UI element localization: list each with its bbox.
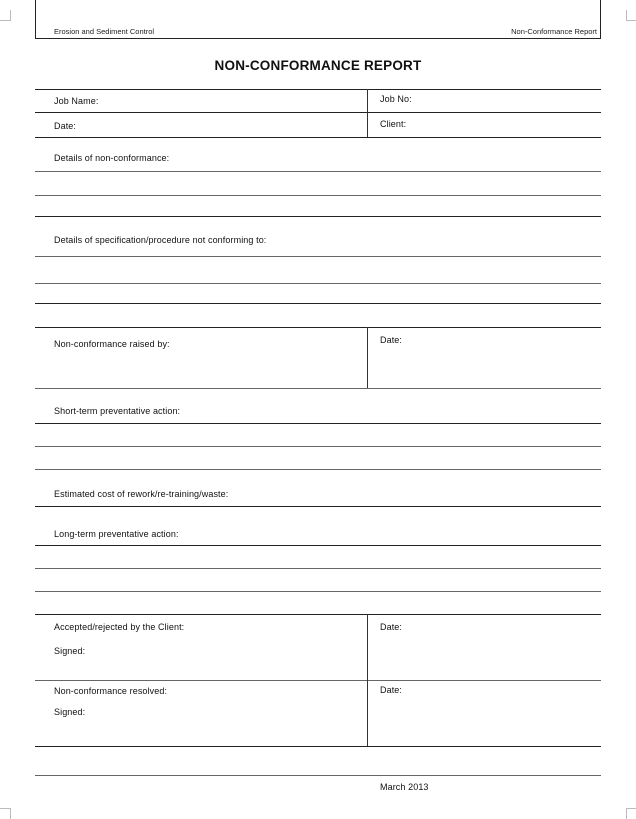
job-name-field[interactable]: Job Name: xyxy=(54,96,99,106)
rule xyxy=(35,591,601,592)
estimated-cost-field[interactable]: Estimated cost of rework/re-training/waste: xyxy=(54,489,229,499)
rule xyxy=(35,327,601,328)
rule xyxy=(35,614,601,615)
job-no-field[interactable]: Job No: xyxy=(380,94,412,104)
accepted-rejected-field[interactable]: Accepted/rejected by the Client: xyxy=(54,622,185,632)
column-divider xyxy=(367,327,368,388)
short-term-action-field[interactable]: Short-term preventative action: xyxy=(54,406,181,416)
rule xyxy=(35,388,601,389)
rule xyxy=(35,216,601,217)
accepted-signed-field[interactable]: Signed: xyxy=(54,646,86,656)
rule xyxy=(35,283,601,284)
resolved-date-field[interactable]: Date: xyxy=(380,685,403,695)
rule xyxy=(35,469,601,470)
details-nonconformance-field[interactable]: Details of non-conformance: xyxy=(54,153,170,163)
page-title: NON-CONFORMANCE REPORT xyxy=(214,58,422,73)
resolved-signed-field[interactable]: Signed: xyxy=(54,707,86,717)
rule xyxy=(35,545,601,546)
rule xyxy=(35,256,601,257)
rule xyxy=(35,303,601,304)
crop-mark-top-right xyxy=(626,10,636,21)
rule xyxy=(35,746,601,747)
rule xyxy=(35,195,601,196)
footer-date: March 2013 xyxy=(380,782,429,792)
resolved-field[interactable]: Non-conformance resolved: xyxy=(54,686,168,696)
header-right-text: Non-Conformance Report xyxy=(511,27,597,36)
rule xyxy=(35,112,601,113)
client-field[interactable]: Client: xyxy=(380,119,407,129)
details-specification-field[interactable]: Details of specification/procedure not conforming to: xyxy=(54,235,267,245)
long-term-action-field[interactable]: Long-term preventative action: xyxy=(54,529,179,539)
rule xyxy=(35,171,601,172)
header-left-text: Erosion and Sediment Control xyxy=(54,27,155,36)
rule xyxy=(35,423,601,424)
raised-by-field[interactable]: Non-conformance raised by: xyxy=(54,339,170,349)
crop-mark-bottom-left xyxy=(0,808,11,819)
accepted-date-field[interactable]: Date: xyxy=(380,622,403,632)
rule xyxy=(35,446,601,447)
crop-mark-bottom-right xyxy=(626,808,636,819)
rule xyxy=(35,568,601,569)
crop-mark-top-left xyxy=(0,10,11,21)
date-field[interactable]: Date: xyxy=(54,121,77,131)
rule xyxy=(35,775,601,776)
column-divider xyxy=(367,614,368,746)
rule xyxy=(35,680,601,681)
raised-date-field[interactable]: Date: xyxy=(380,335,403,345)
column-divider xyxy=(367,89,368,137)
rule xyxy=(35,506,601,507)
rule xyxy=(35,89,601,90)
rule xyxy=(35,137,601,138)
